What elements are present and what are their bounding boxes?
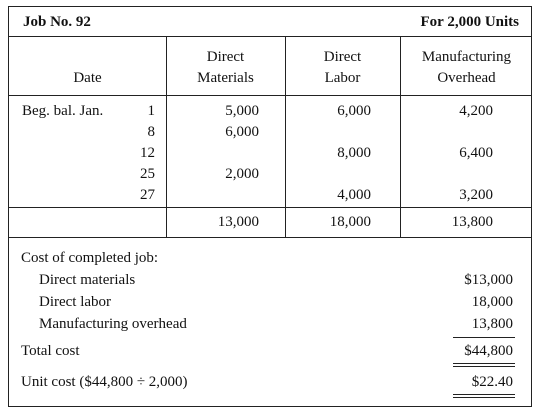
column-direct-labor-2: Labor <box>324 70 361 86</box>
row-label: Beg. bal. Jan. <box>22 103 104 119</box>
summary-item-label: Direct labor <box>39 294 112 310</box>
column-overhead-1: Manufacturing <box>421 49 512 65</box>
row-direct-labor: 4,000 <box>337 187 371 203</box>
summary-item-label: Manufacturing overhead <box>39 316 187 332</box>
row-overhead: 3,200 <box>459 187 493 203</box>
header-divider <box>9 95 531 96</box>
row-day: 1 <box>147 103 155 119</box>
totals-divider <box>9 207 531 208</box>
row-direct-materials: 5,000 <box>225 103 259 119</box>
total-cost-label: Total cost <box>21 343 80 359</box>
row-overhead: 4,200 <box>459 103 493 119</box>
summary-item-value: 13,800 <box>471 316 513 332</box>
total-double-rule <box>453 363 515 367</box>
column-overhead-2: Overhead <box>437 70 496 86</box>
total-cost-value: $44,800 <box>464 343 513 359</box>
column-date: Date <box>73 70 102 86</box>
summary-item-value: $13,000 <box>464 272 513 288</box>
row-direct-labor: 8,000 <box>337 145 371 161</box>
row-day: 27 <box>140 187 155 203</box>
summary-item-label: Direct materials <box>39 272 136 288</box>
row-day: 8 <box>147 124 155 140</box>
column-direct-labor-1: Direct <box>323 49 362 65</box>
cost-summary <box>8 237 532 407</box>
job-number: Job No. 92 <box>23 14 91 30</box>
column-direct-materials-1: Direct <box>206 49 245 65</box>
total-direct-materials: 13,000 <box>217 214 259 230</box>
column-direct-materials-2: Materials <box>197 70 254 86</box>
unit-cost-label: Unit cost ($44,800 ÷ 2,000) <box>21 374 188 390</box>
row-direct-labor: 6,000 <box>337 103 371 119</box>
total-direct-labor: 18,000 <box>329 214 371 230</box>
row-overhead: 6,400 <box>459 145 493 161</box>
unit-cost-value: $22.40 <box>471 374 513 390</box>
row-day: 25 <box>140 166 155 182</box>
cost-table <box>8 36 532 238</box>
row-direct-materials: 2,000 <box>225 166 259 182</box>
row-day: 12 <box>140 145 155 161</box>
subtotal-rule <box>453 337 515 338</box>
units-label: For 2,000 Units <box>420 14 519 30</box>
row-direct-materials: 6,000 <box>225 124 259 140</box>
unit-cost-double-rule <box>453 394 515 398</box>
total-overhead: 13,800 <box>451 214 493 230</box>
job-cost-sheet <box>8 6 533 406</box>
job-header <box>8 6 532 37</box>
summary-heading: Cost of completed job: <box>21 250 159 266</box>
summary-item-value: 18,000 <box>471 294 513 310</box>
